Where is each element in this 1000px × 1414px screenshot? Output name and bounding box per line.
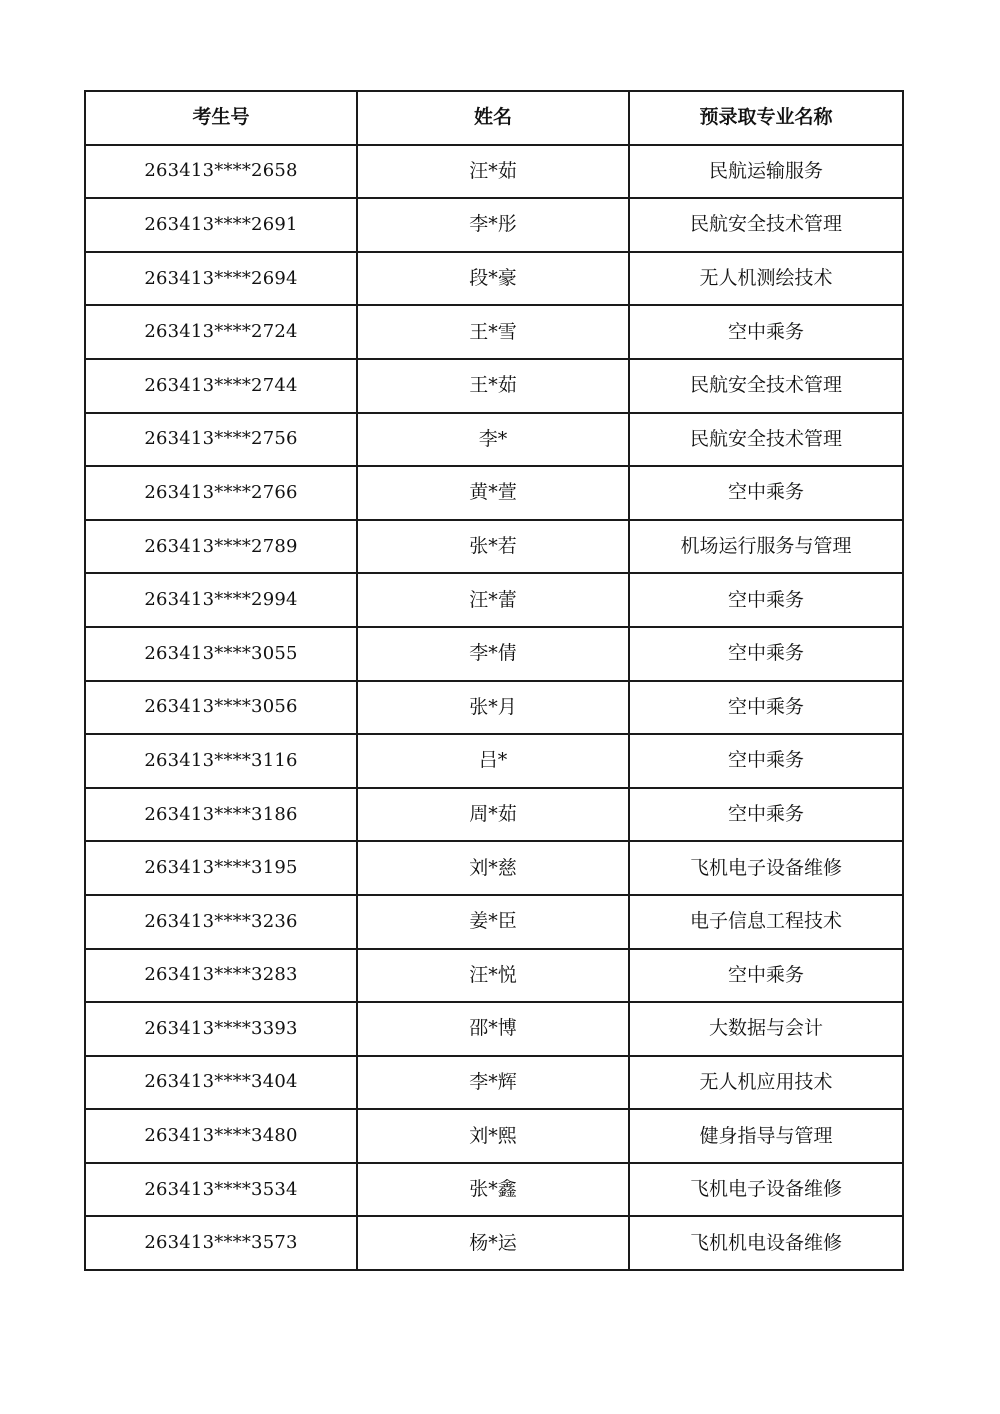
exam-number-cell: 263413****3055: [85, 627, 357, 681]
major-cell: 空中乘务: [629, 466, 903, 520]
major-cell: 空中乘务: [629, 734, 903, 788]
header-name: 姓名: [357, 91, 629, 145]
name-cell: 黄*萱: [357, 466, 629, 520]
major-cell: 电子信息工程技术: [629, 895, 903, 949]
table-row: [85, 949, 903, 1003]
header-exam-number: 考生号: [85, 91, 357, 145]
table-row: [85, 305, 903, 359]
exam-number-cell: 263413****3116: [85, 734, 357, 788]
major-cell: 空中乘务: [629, 305, 903, 359]
exam-number-cell: 263413****2658: [85, 145, 357, 199]
table-row: [85, 573, 903, 627]
major-cell: 飞机电子设备维修: [629, 841, 903, 895]
table-row: [85, 1002, 903, 1056]
name-cell: 李*辉: [357, 1056, 629, 1110]
table-body: [85, 145, 903, 1270]
table-row: [85, 627, 903, 681]
exam-number-cell: 263413****2744: [85, 359, 357, 413]
admission-table: [84, 90, 904, 1271]
table-row: [85, 359, 903, 413]
major-cell: 空中乘务: [629, 573, 903, 627]
table-row: [85, 252, 903, 306]
exam-number-cell: 263413****2724: [85, 305, 357, 359]
major-cell: 飞机电子设备维修: [629, 1163, 903, 1217]
table-row: [85, 1109, 903, 1163]
major-cell: 空中乘务: [629, 627, 903, 681]
table-row: [85, 413, 903, 467]
name-cell: 张*月: [357, 681, 629, 735]
table-row: [85, 520, 903, 574]
name-cell: 汪*悦: [357, 949, 629, 1003]
exam-number-cell: 263413****2766: [85, 466, 357, 520]
name-cell: 王*茹: [357, 359, 629, 413]
major-cell: 无人机应用技术: [629, 1056, 903, 1110]
table-row: [85, 466, 903, 520]
major-cell: 空中乘务: [629, 788, 903, 842]
name-cell: 吕*: [357, 734, 629, 788]
header-major: 预录取专业名称: [629, 91, 903, 145]
exam-number-cell: 263413****2756: [85, 413, 357, 467]
major-cell: 大数据与会计: [629, 1002, 903, 1056]
major-cell: 空中乘务: [629, 681, 903, 735]
name-cell: 王*雪: [357, 305, 629, 359]
exam-number-cell: 263413****3283: [85, 949, 357, 1003]
exam-number-cell: 263413****3404: [85, 1056, 357, 1110]
name-cell: 张*鑫: [357, 1163, 629, 1217]
exam-number-cell: 263413****3056: [85, 681, 357, 735]
major-cell: 民航安全技术管理: [629, 359, 903, 413]
name-cell: 刘*慈: [357, 841, 629, 895]
table-row: [85, 1216, 903, 1270]
exam-number-cell: 263413****2694: [85, 252, 357, 306]
name-cell: 李*彤: [357, 198, 629, 252]
exam-number-cell: 263413****3195: [85, 841, 357, 895]
exam-number-cell: 263413****3186: [85, 788, 357, 842]
major-cell: 无人机测绘技术: [629, 252, 903, 306]
exam-number-cell: 263413****3236: [85, 895, 357, 949]
name-cell: 李*: [357, 413, 629, 467]
exam-number-cell: 263413****3534: [85, 1163, 357, 1217]
table-row: [85, 1056, 903, 1110]
exam-number-cell: 263413****3393: [85, 1002, 357, 1056]
table-row: [85, 788, 903, 842]
name-cell: 李*倩: [357, 627, 629, 681]
major-cell: 健身指导与管理: [629, 1109, 903, 1163]
major-cell: 飞机机电设备维修: [629, 1216, 903, 1270]
table-header-row: [85, 91, 903, 145]
table-row: [85, 734, 903, 788]
name-cell: 姜*臣: [357, 895, 629, 949]
name-cell: 汪*茹: [357, 145, 629, 199]
name-cell: 汪*蕾: [357, 573, 629, 627]
exam-number-cell: 263413****2994: [85, 573, 357, 627]
name-cell: 刘*熙: [357, 1109, 629, 1163]
name-cell: 周*茹: [357, 788, 629, 842]
major-cell: 民航安全技术管理: [629, 198, 903, 252]
table-row: [85, 681, 903, 735]
table-row: [85, 895, 903, 949]
exam-number-cell: 263413****2691: [85, 198, 357, 252]
major-cell: 空中乘务: [629, 949, 903, 1003]
table-row: [85, 198, 903, 252]
name-cell: 张*若: [357, 520, 629, 574]
name-cell: 段*豪: [357, 252, 629, 306]
major-cell: 机场运行服务与管理: [629, 520, 903, 574]
exam-number-cell: 263413****3573: [85, 1216, 357, 1270]
exam-number-cell: 263413****2789: [85, 520, 357, 574]
table-row: [85, 145, 903, 199]
name-cell: 杨*运: [357, 1216, 629, 1270]
name-cell: 邵*博: [357, 1002, 629, 1056]
exam-number-cell: 263413****3480: [85, 1109, 357, 1163]
major-cell: 民航运输服务: [629, 145, 903, 199]
table-row: [85, 1163, 903, 1217]
table-row: [85, 841, 903, 895]
major-cell: 民航安全技术管理: [629, 413, 903, 467]
